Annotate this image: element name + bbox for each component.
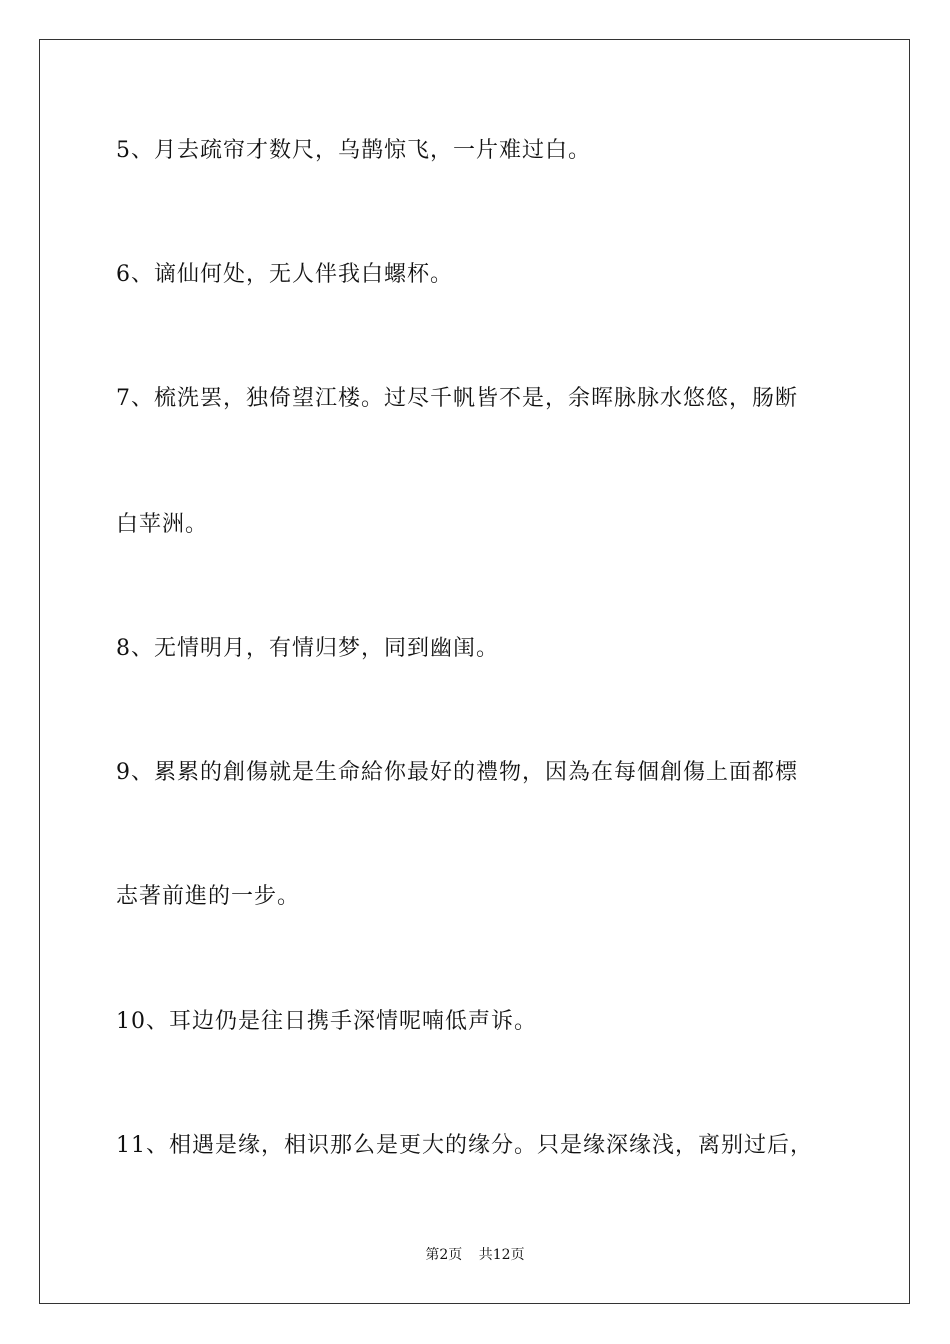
text-line-10: 10、耳边仍是往日携手深情呢喃低声诉。: [116, 1009, 537, 1034]
text-line-5: 5、月去疏帘才数尺，乌鹊惊飞，一片难过白。: [116, 138, 591, 163]
text-line-7-cont: 白苹洲。: [116, 512, 209, 537]
text-line-9: 9、累累的創傷就是生命給你最好的禮物，因為在每個創傷上面都標: [116, 760, 798, 785]
page-total: 共12页: [478, 1247, 525, 1263]
text-line-8: 8、无情明月，有情归梦，同到幽闺。: [116, 636, 499, 661]
page-number: 第2页: [425, 1247, 463, 1263]
page-border: [39, 39, 910, 1304]
text-line-11: 11、相遇是缘，相识那么是更大的缘分。只是缘深缘浅，离别过后，: [116, 1133, 813, 1158]
text-line-9-cont: 志著前進的一步。: [116, 884, 301, 909]
text-line-6: 6、谪仙何处，无人伴我白螺杯。: [116, 262, 453, 287]
page-footer: [0, 1248, 950, 1262]
text-line-7: 7、梳洗罢，独倚望江楼。过尽千帆皆不是，余晖脉脉水悠悠，肠断: [116, 386, 798, 411]
